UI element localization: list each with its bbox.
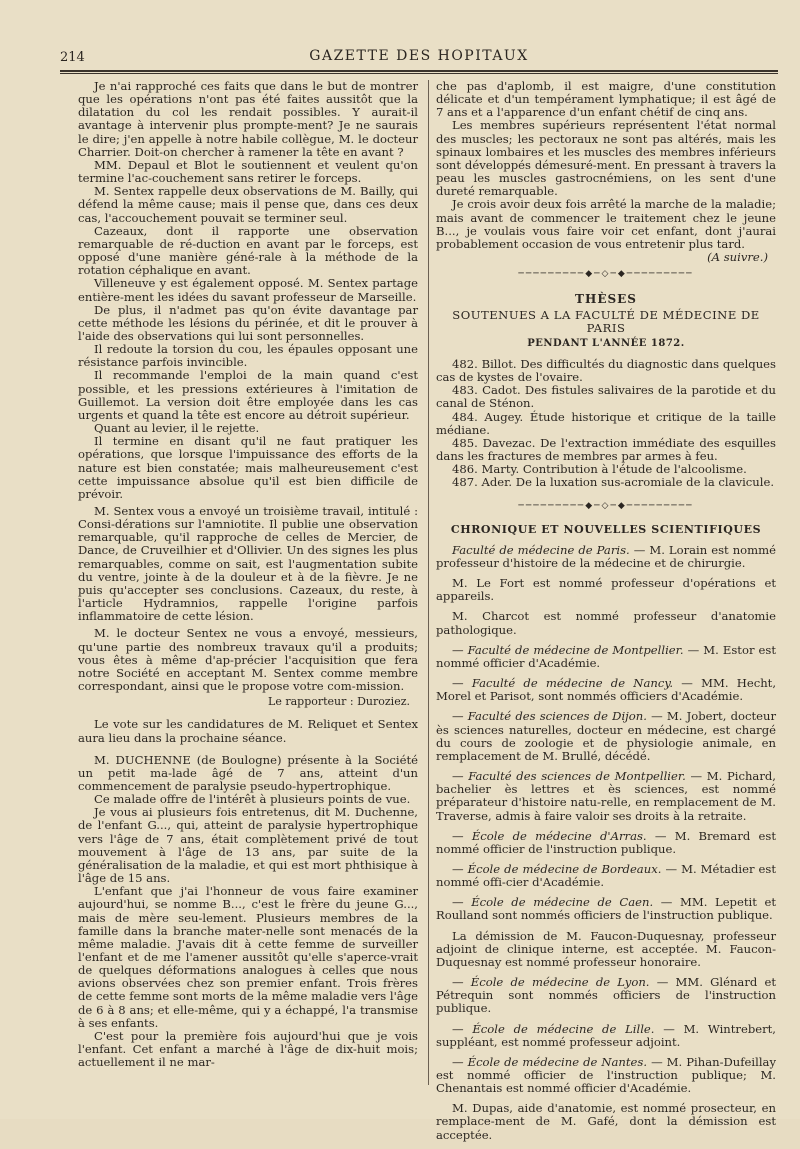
ornament-divider: ─────────◆─◇─◆───────── — [518, 500, 694, 511]
news-text: M. Le Fort est nommé professeur d'opérations et appareils. — [436, 576, 776, 604]
vote-notice: Le vote sur les candidatures de M. Reliquet et Sentex aura lieu dans la prochaine séance. — [78, 717, 418, 745]
news-text: — MM. Lepetit et Roulland sont nommés officiers de l'instruction publique. — [436, 895, 776, 923]
news-institution: — Faculté des sciences de Dijon. — [452, 709, 647, 724]
column-divider — [428, 80, 429, 1085]
paragraph: M. Sentex vous a envoyé un troisième travail, intitulé : Consi-dérations sur l'amniotite. Il publie une observation remarquable, qu'il rapproche de celles de Mercier, de Dance, de Cruveilhier et d'Ollivier. Un des signes les plus remarquables, comme on sait, est l'augmentation subite du ventre, jointe à de la douleur et à de la fièvre. Je ne puis qu'accepter ses conclusions. Cazeaux, du reste, à l'article Hydramnios, rappelle l'origine parfois inflammatoire de cette lésion. — [78, 504, 418, 624]
news-text: La démission de M. Faucon-Duquesnay, professeur adjoint de clinique interne, est acceptée. M. Faucon-Duquesnay est nommé professeur honoraire. — [436, 928, 776, 969]
paragraph: che pas d'aplomb, il est maigre, d'une constitution délicate et d'un tempérament lymphatique; il est âgé de 7 ans et a l'apparence d'un enfant chétif de cinq ans. — [436, 79, 776, 120]
news-item — [436, 1023, 776, 1049]
theses-year: PENDANT L'ANNÉE 1872. — [527, 337, 685, 349]
page-number: 214 — [60, 50, 85, 65]
news-list — [436, 544, 776, 1142]
paragraph: Ce malade offre de l'intérêt à plusieurs points de vue. — [94, 792, 411, 807]
news-institution: — Faculté des sciences de Montpellier. — [452, 769, 686, 784]
page-header — [60, 48, 778, 70]
news-text: — M. Pichard, bachelier ès lettres et ès sciences, est nommé préparateur d'histoire natu-relle, en remplacement de M. Traverse, admis à faire valoir ses droits à la retraite. — [436, 769, 776, 823]
paragraph: De plus, il n'admet pas qu'on évite davantage par cette méthode les lésions du périnée, et dit le prouver à l'aide des observations qui lui sont personnelles. — [78, 302, 418, 343]
chronique-title: CHRONIQUE ET NOUVELLES SCIENTIFIQUES — [450, 522, 762, 536]
news-text: — M. Lorain est nommé professeur d'histoire de la médecine et de chirurgie. — [436, 542, 776, 570]
news-item — [436, 544, 776, 570]
header-rule — [60, 70, 778, 72]
speaker-name: M. DUCHENNE — [94, 752, 191, 767]
news-institution: — Faculté de médecine de Nancy. — [452, 676, 674, 691]
news-text: — M. Pihan-Dufeillay est nommé officier de l'instruction publique; M. Chenantais est nommé officier d'Académie. — [436, 1054, 777, 1096]
thesis-item: 482. Billot. Des difficultés du diagnostic dans quelques cas de kystes de l'ovaire. — [436, 356, 776, 385]
theses-list — [436, 358, 776, 490]
left-column — [78, 80, 418, 1069]
news-institution: — École de médecine de Caen. — [452, 895, 654, 910]
thesis-item: 483. Cadot. Des fistules salivaires de la parotide et du canal de Sténon. — [436, 383, 776, 411]
news-item — [436, 677, 776, 703]
duchenne-intro — [78, 754, 418, 793]
paragraph: L'enfant que j'ai l'honneur de vous faire examiner aujourd'hui, se nomme B..., c'est le frère du jeune G..., mais de mère seu-lement. Plusieurs membres de la famille dans la branche mater-nelle sont menacés de la même maladie. J'avais dit à cette femme de surveiller l'enfant et de me l'amener aussitôt qu'elle s'aperce-vrait de quelques déformations analogues à celles que nous avions observées chez son premier enfant. Trois frères de cette femme sont morts de la même maladie vers l'âge de 6 à 8 ans; et elle-même, qui y a échappé, l'a transmise à ses enfants. — [78, 884, 418, 1030]
thesis-item: 486. Marty. Contribution à l'étude de l'alcoolisme. — [452, 462, 747, 477]
news-item — [436, 770, 776, 823]
news-item — [436, 896, 776, 922]
paragraph: C'est pour la première fois aujourd'hui que je vois l'enfant. Cet enfant a marché à l'âge de dix-huit mois; actuellement il ne mar- — [78, 1028, 418, 1070]
thesis-item: 484. Augey. Étude historique et critique de la taille médiane. — [436, 409, 776, 437]
news-text: M. Dupas, aide d'anatomie, est nommé prosecteur, en remplace-ment de M. Gafé, dont la démission est acceptée. — [436, 1101, 776, 1142]
news-institution: — École de médecine de Bordeaux. — [452, 861, 662, 876]
news-text: — M. Bremard est nommé officier de l'instruction publique. — [436, 828, 776, 856]
header-rule-thin — [60, 73, 778, 74]
paragraph: Je vous ai plusieurs fois entretenus, dit M. Duchenne, de l'enfant G..., qui, atteint de paralysie hypertrophique vers l'âge de 7 ans, était complètement privé de tout mouvement à l'âge de 13 ans, par suite de la généralisation de la maladie, et qui est mort phthisique à l'âge de 15 ans. — [78, 805, 418, 886]
news-institution: — École de médecine de Lyon. — [452, 975, 650, 990]
news-item — [436, 710, 776, 763]
news-item — [436, 610, 776, 636]
paragraph: Les membres supérieurs représentent l'état normal des muscles; les pectoraux ne sont pas altérés, mais les spinaux lombaires et les muscles des membres inférieurs sont développés démesuré-ment. En pressant à travers la peau les muscles gastrocnémiens, on les sent d'une dureté remarquable. — [436, 118, 776, 199]
news-institution: — École de médecine de Lille. — [452, 1021, 655, 1036]
news-text: — M. Estor est nommé officier d'Académie. — [436, 642, 776, 670]
news-item — [436, 830, 776, 856]
news-item — [436, 976, 776, 1015]
news-item — [436, 1056, 776, 1095]
paragraph: Il redoute la torsion du cou, les épaules opposant une résistance parfois invincible. — [78, 342, 418, 370]
news-text: — M. Métadier est nommé offi-cier d'Académie. — [436, 861, 777, 890]
news-text: — MM. Hecht, Morel et Parisot, sont nommés officiers d'Académie. — [436, 676, 777, 704]
news-text: — MM. Glénard et Pétrequin sont nommés officiers de l'instruction publique. — [436, 975, 776, 1016]
news-item — [436, 863, 776, 889]
theses-subtitle: SOUTENUES A LA FACULTÉ DE MÉDECINE DE PARIS — [452, 307, 760, 335]
duchenne-intro-text: (de Boulogne) présente à la Société un petit ma-lade âgé de 7 ans, atteint d'un commencement de paralysie pseudo-hypertrophique. — [78, 752, 418, 793]
news-text: M. Charcot est nommé professeur d'anatomie pathologique. — [436, 609, 776, 637]
paragraph: Il recommande l'emploi de la main quand c'est possible, et les pressions extérieures à l'imitation de Guillemot. La version doit être employée dans les cas urgents et quand la tête est encore au détroit supérieur. — [78, 368, 418, 422]
news-item — [436, 1102, 776, 1141]
paragraph: Villeneuve y est également opposé. M. Sentex partage entière-ment les idées du savant professeur de Marseille. — [78, 276, 418, 304]
journal-title: GAZETTE DES HOPITAUX — [309, 48, 529, 64]
news-institution: — École de médecine de Nantes. — [452, 1054, 648, 1069]
paragraph: Quant au levier, il le rejette. — [94, 421, 260, 436]
paragraph: Il termine en disant qu'il ne faut pratiquer les opérations, que lorsque l'impuissance des efforts de la nature est bien constatée; mais malheureusement c'est cette impuissance absolue qu'il est bien difficile de prévoir. — [78, 434, 418, 501]
right-column — [436, 80, 776, 1149]
paragraph: Je crois avoir deux fois arrêté la marche de la maladie; mais avant de commencer le traitement chez le jeune B..., je voulais vous faire voir cet enfant, dont j'aurai probablement occasion de vous entretenir plus tard. — [436, 197, 776, 251]
theses-title: THÈSES — [575, 292, 637, 307]
news-text: — M. Jobert, docteur ès sciences naturelles, docteur en médecine, est chargé du cours de zoologie et de physiologie animale, en remplacement de M. Brullé, décédé. — [436, 709, 776, 763]
paragraph: MM. Depaul et Blot le soutiennent et veulent qu'on termine l'ac-couchement sans retirer le forceps. — [78, 157, 418, 186]
ornament-divider: ─────────◆─◇─◆───────── — [518, 269, 694, 280]
news-institution: — Faculté de médecine de Montpellier. — [452, 642, 684, 657]
paragraph: M. le docteur Sentex ne vous a envoyé, messieurs, qu'une partie des nombreux travaux qu'il a produits; vous êtes à même d'ap-précier l'acquisition que fera notre Société en acceptant M. Sentex comme membre correspondant, ainsi que le propose votre com-mission. — [78, 626, 418, 694]
rapporteur-signature: Le rapporteur : Duroziez. — [268, 695, 410, 709]
news-item — [436, 577, 776, 603]
news-item — [436, 930, 776, 969]
news-text: — M. Wintrebert, suppléant, est nommé professeur adjoint. — [436, 1021, 776, 1049]
thesis-item: 487. Ader. De la luxation sus-acromiale de la clavicule. — [452, 475, 775, 490]
a-suivre-note: (A suivre.) — [707, 250, 768, 265]
paragraph: Cazeaux, dont il rapporte une observation remarquable de ré-duction en avant par le forceps, est opposé d'une manière géné-rale à la méthode de la rotation céphalique en avant. — [78, 223, 418, 278]
thesis-item: 485. Davezac. De l'extraction immédiate des esquilles dans les fractures de membres par armes à feu. — [436, 435, 776, 464]
news-institution: — École de médecine d'Arras. — [452, 828, 647, 843]
news-item — [436, 644, 776, 670]
paragraph: Je n'ai rapproché ces faits que dans le but de montrer que les opérations n'ont pas été faites aussitôt que la dilatation du col les rendait possibles. Y aurait-il avantage à intervenir plus prompte-ment? Je ne saurais le dire; j'en appelle à notre habile collègue, M. le docteur Charrier. Doit-on chercher à ramener la tête en avant ? — [78, 79, 418, 159]
paragraph: M. Sentex rappelle deux observations de M. Bailly, qui défend la même cause; mais il pense que, dans ces deux cas, l'accouchement pouvait se terminer seul. — [78, 184, 418, 225]
news-institution: Faculté de médecine de Paris. — [452, 542, 630, 557]
